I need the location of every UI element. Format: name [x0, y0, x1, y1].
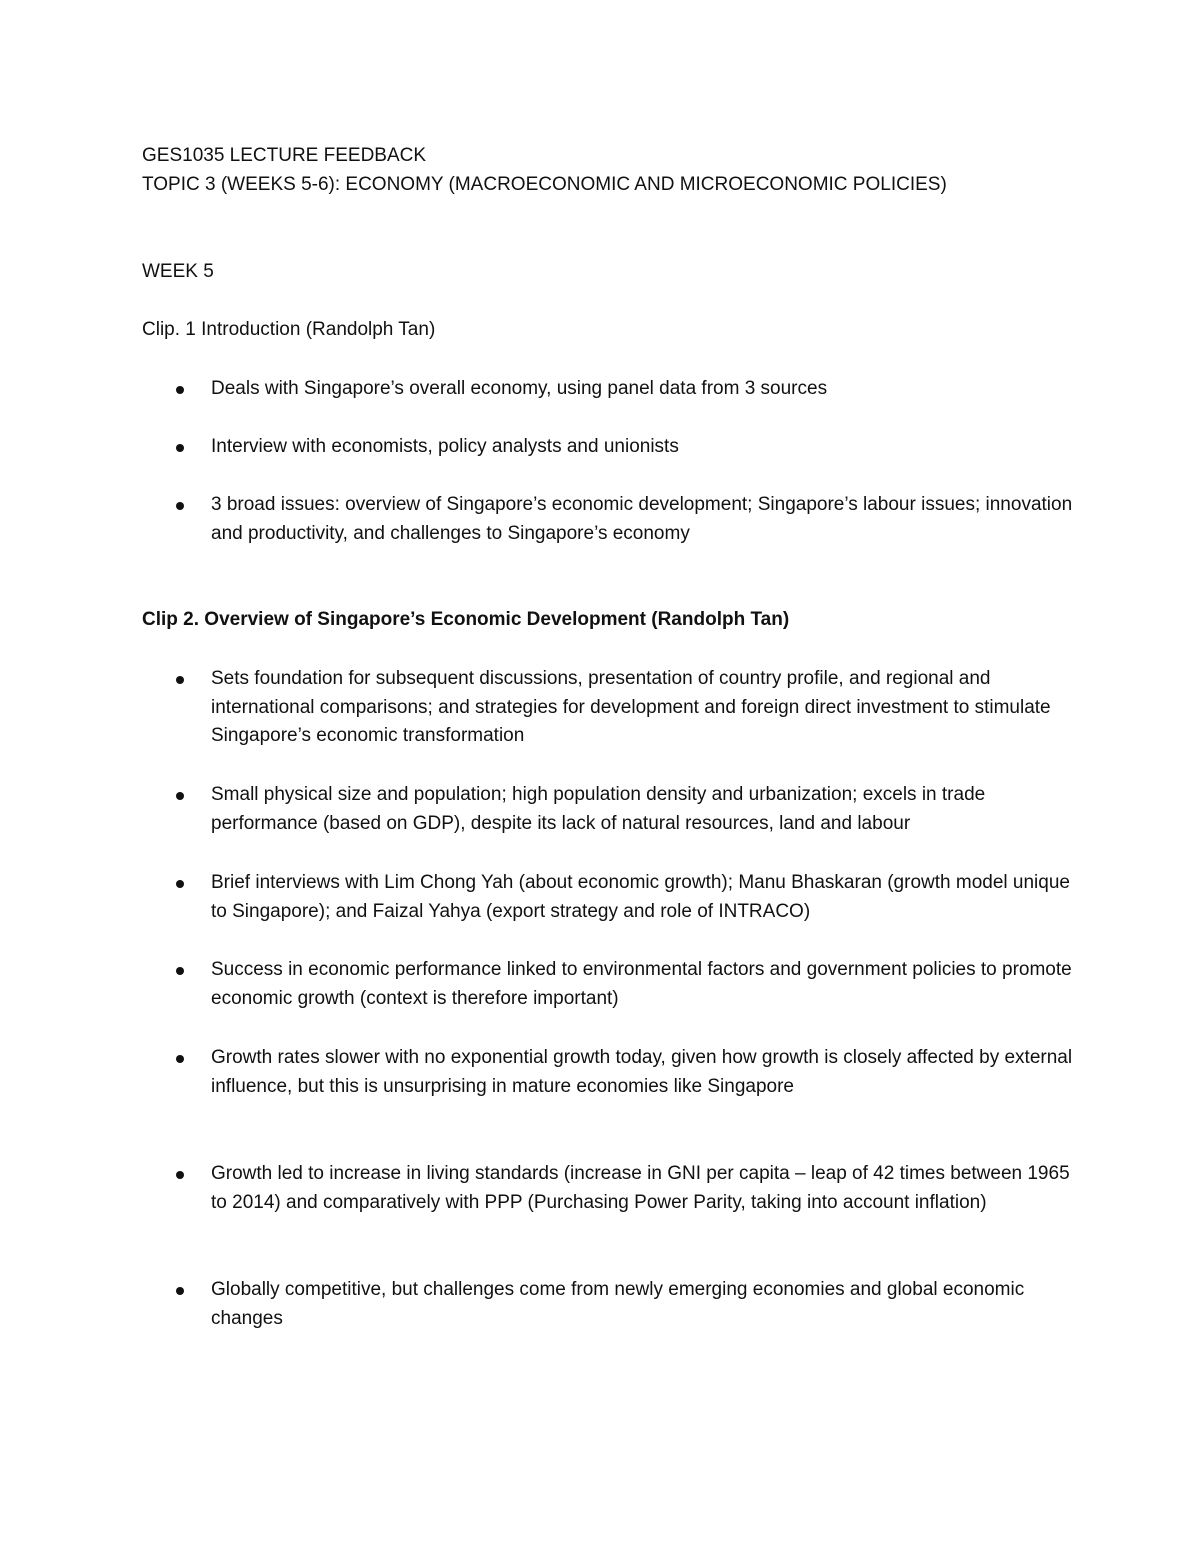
bullet-icon: [176, 1287, 184, 1295]
bullet-text: Growth rates slower with no exponential growth today, given how growth is closely affected by external influence, but this is unsurprising in mature economies like Singapore: [211, 1047, 1073, 1097]
bullet-icon: [176, 444, 184, 452]
clip1-heading: Clip. 1 Introduction (Randolph Tan): [142, 319, 436, 340]
bullet-text: Growth led to increase in living standards (increase in GNI per capita – leap of 42 times between 1965 to 2014) and comparatively with PPP (Purchasing Power Parity, taking into account inflation): [211, 1163, 1070, 1213]
bullet-icon: [176, 1171, 184, 1179]
bullet-icon: [176, 967, 184, 975]
bullet-text: Deals with Singapore’s overall economy, using panel data from 3 sources: [211, 378, 828, 399]
bullet-icon: [176, 1055, 184, 1063]
bullet-icon: [176, 792, 184, 800]
bullet-text: Interview with economists, policy analysts and unionists: [211, 436, 679, 457]
bullet-icon: [176, 386, 184, 394]
course-title: GES1035 LECTURE FEEDBACK: [142, 145, 427, 166]
bullet-text: Small physical size and population; high population density and urbanization; excels in trade performance (based on GDP), despite its lack of natural resources, land and labour: [211, 784, 986, 834]
bullet-text: Globally competitive, but challenges come from newly emerging economies and global economic changes: [211, 1279, 1025, 1329]
bullet-text: Sets foundation for subsequent discussions, presentation of country profile, and regional and international comparisons; and strategies for development and foreign direct investment to stimulate Singapore’s economic transformation: [211, 668, 1051, 747]
bullet-text: Brief interviews with Lim Chong Yah (about economic growth); Manu Bhaskaran (growth model unique to Singapore); and Faizal Yahya (export strategy and role of INTRACO): [211, 872, 1070, 922]
week-label: WEEK 5: [142, 261, 214, 282]
bullet-icon: [176, 502, 184, 510]
bullet-text: Success in economic performance linked to environmental factors and government policies to promote economic growth (context is therefore important): [211, 959, 1072, 1009]
clip2-heading: Clip 2. Overview of Singapore’s Economic Development (Randolph Tan): [142, 609, 790, 630]
bullet-text: 3 broad issues: overview of Singapore’s economic development; Singapore’s labour issues; innovation and productivity, and challenges to Singapore’s economy: [211, 494, 1073, 544]
bullet-icon: [176, 676, 184, 684]
bullet-icon: [176, 880, 184, 888]
topic-title: TOPIC 3 (WEEKS 5-6): ECONOMY (MACROECONOMIC AND MICROECONOMIC POLICIES): [142, 174, 947, 195]
